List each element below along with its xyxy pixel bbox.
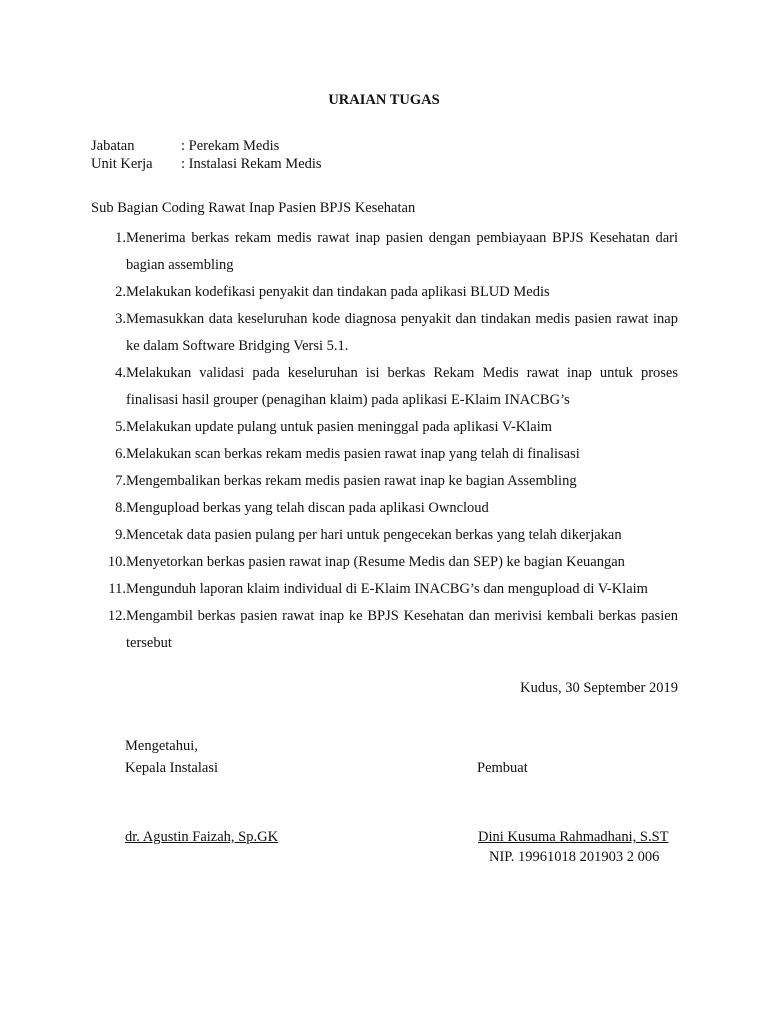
list-item-text: Mengembalikan berkas rekam medis pasien rawat inap ke bagian Assembling [126, 473, 577, 489]
acknowledged-label: Mengetahui, [125, 738, 198, 754]
meta-key: Jabatan [91, 138, 135, 154]
list-item-number: 4. [115, 365, 126, 381]
meta-value: : Perekam Medis [181, 138, 280, 154]
list-item-text: Mengunduh laporan klaim individual di E-Klaim INACBG’s dan mengupload di V-Klaim [126, 581, 648, 597]
list-item-number: 5. [115, 419, 126, 435]
list-item-text: Melakukan kodefikasi penyakit dan tindakan pada aplikasi BLUD Medis [126, 284, 550, 300]
section-heading: Sub Bagian Coding Rawat Inap Pasien BPJS Kesehatan [91, 200, 416, 216]
list-item [91, 279, 678, 306]
list-item-number: 10. [107, 554, 126, 570]
list-item [91, 522, 678, 549]
list-item [91, 468, 678, 495]
list-item-text: Menyetorkan berkas pasien rawat inap (Resume Medis dan SEP) ke bagian Keuangan [126, 554, 625, 570]
list-item-number: 9. [115, 527, 126, 543]
meta-row-unit-kerja [91, 155, 322, 173]
date-line: Kudus, 30 September 2019 [520, 680, 678, 696]
list-item-number: 8. [115, 500, 126, 516]
list-item-text: Melakukan validasi pada keseluruhan isi berkas Rekam Medis rawat inap untuk proses finalisasi hasil grouper (penagihan klaim) pada aplikasi E-Klaim INACBG’s [126, 365, 678, 408]
meta-block [91, 137, 322, 173]
signature-right-block [477, 757, 528, 779]
list-item [91, 603, 678, 657]
list-item-text: Mencetak data pasien pulang per hari untuk pengecekan berkas yang telah dikerjakan [126, 527, 622, 543]
list-item-number: 1. [115, 230, 126, 246]
maker-label: Pembuat [477, 760, 528, 776]
meta-value: : Instalasi Rekam Medis [181, 156, 322, 172]
list-item [91, 225, 678, 279]
signatory-right-name: Dini Kusuma Rahmadhani, S.ST [478, 829, 669, 845]
list-item-text: Melakukan update pulang untuk pasien meninggal pada aplikasi V-Klaim [126, 419, 553, 435]
task-list [91, 225, 678, 657]
list-item-text: Menerima berkas rekam medis rawat inap pasien dengan pembiayaan BPJS Kesehatan dari bagian assembling [126, 230, 678, 273]
list-item-text: Memasukkan data keseluruhan kode diagnosa penyakit dan tindakan medis pasien rawat inap ke dalam Software Bridging Versi 5.1. [126, 311, 678, 354]
list-item [91, 360, 678, 414]
list-item-number: 6. [115, 446, 126, 462]
list-item [91, 576, 678, 603]
list-item-number: 11. [108, 581, 126, 597]
list-item [91, 549, 678, 576]
meta-row-jabatan [91, 137, 322, 155]
list-item-number: 3. [115, 311, 126, 327]
list-item-number: 12. [107, 608, 126, 624]
signature-left-block [125, 735, 218, 779]
list-item-text: Melakukan scan berkas rekam medis pasien rawat inap yang telah di finalisasi [126, 446, 580, 462]
list-item [91, 306, 678, 360]
signatory-left-name: dr. Agustin Faizah, Sp.GK [125, 829, 279, 845]
list-item [91, 495, 678, 522]
signatory-right-nip: NIP. 19961018 201903 2 006 [489, 849, 660, 865]
list-item-number: 2. [115, 284, 126, 300]
list-item-text: Mengupload berkas yang telah discan pada aplikasi Owncloud [126, 500, 489, 516]
list-item [91, 414, 678, 441]
list-item [91, 441, 678, 468]
head-of-installation-label: Kepala Instalasi [125, 760, 219, 776]
document-title: URAIAN TUGAS [328, 92, 440, 108]
list-item-number: 7. [115, 473, 126, 489]
list-item-text: Mengambil berkas pasien rawat inap ke BPJS Kesehatan dan merivisi kembali berkas pasien tersebut [126, 608, 678, 651]
meta-key: Unit Kerja [91, 156, 153, 172]
